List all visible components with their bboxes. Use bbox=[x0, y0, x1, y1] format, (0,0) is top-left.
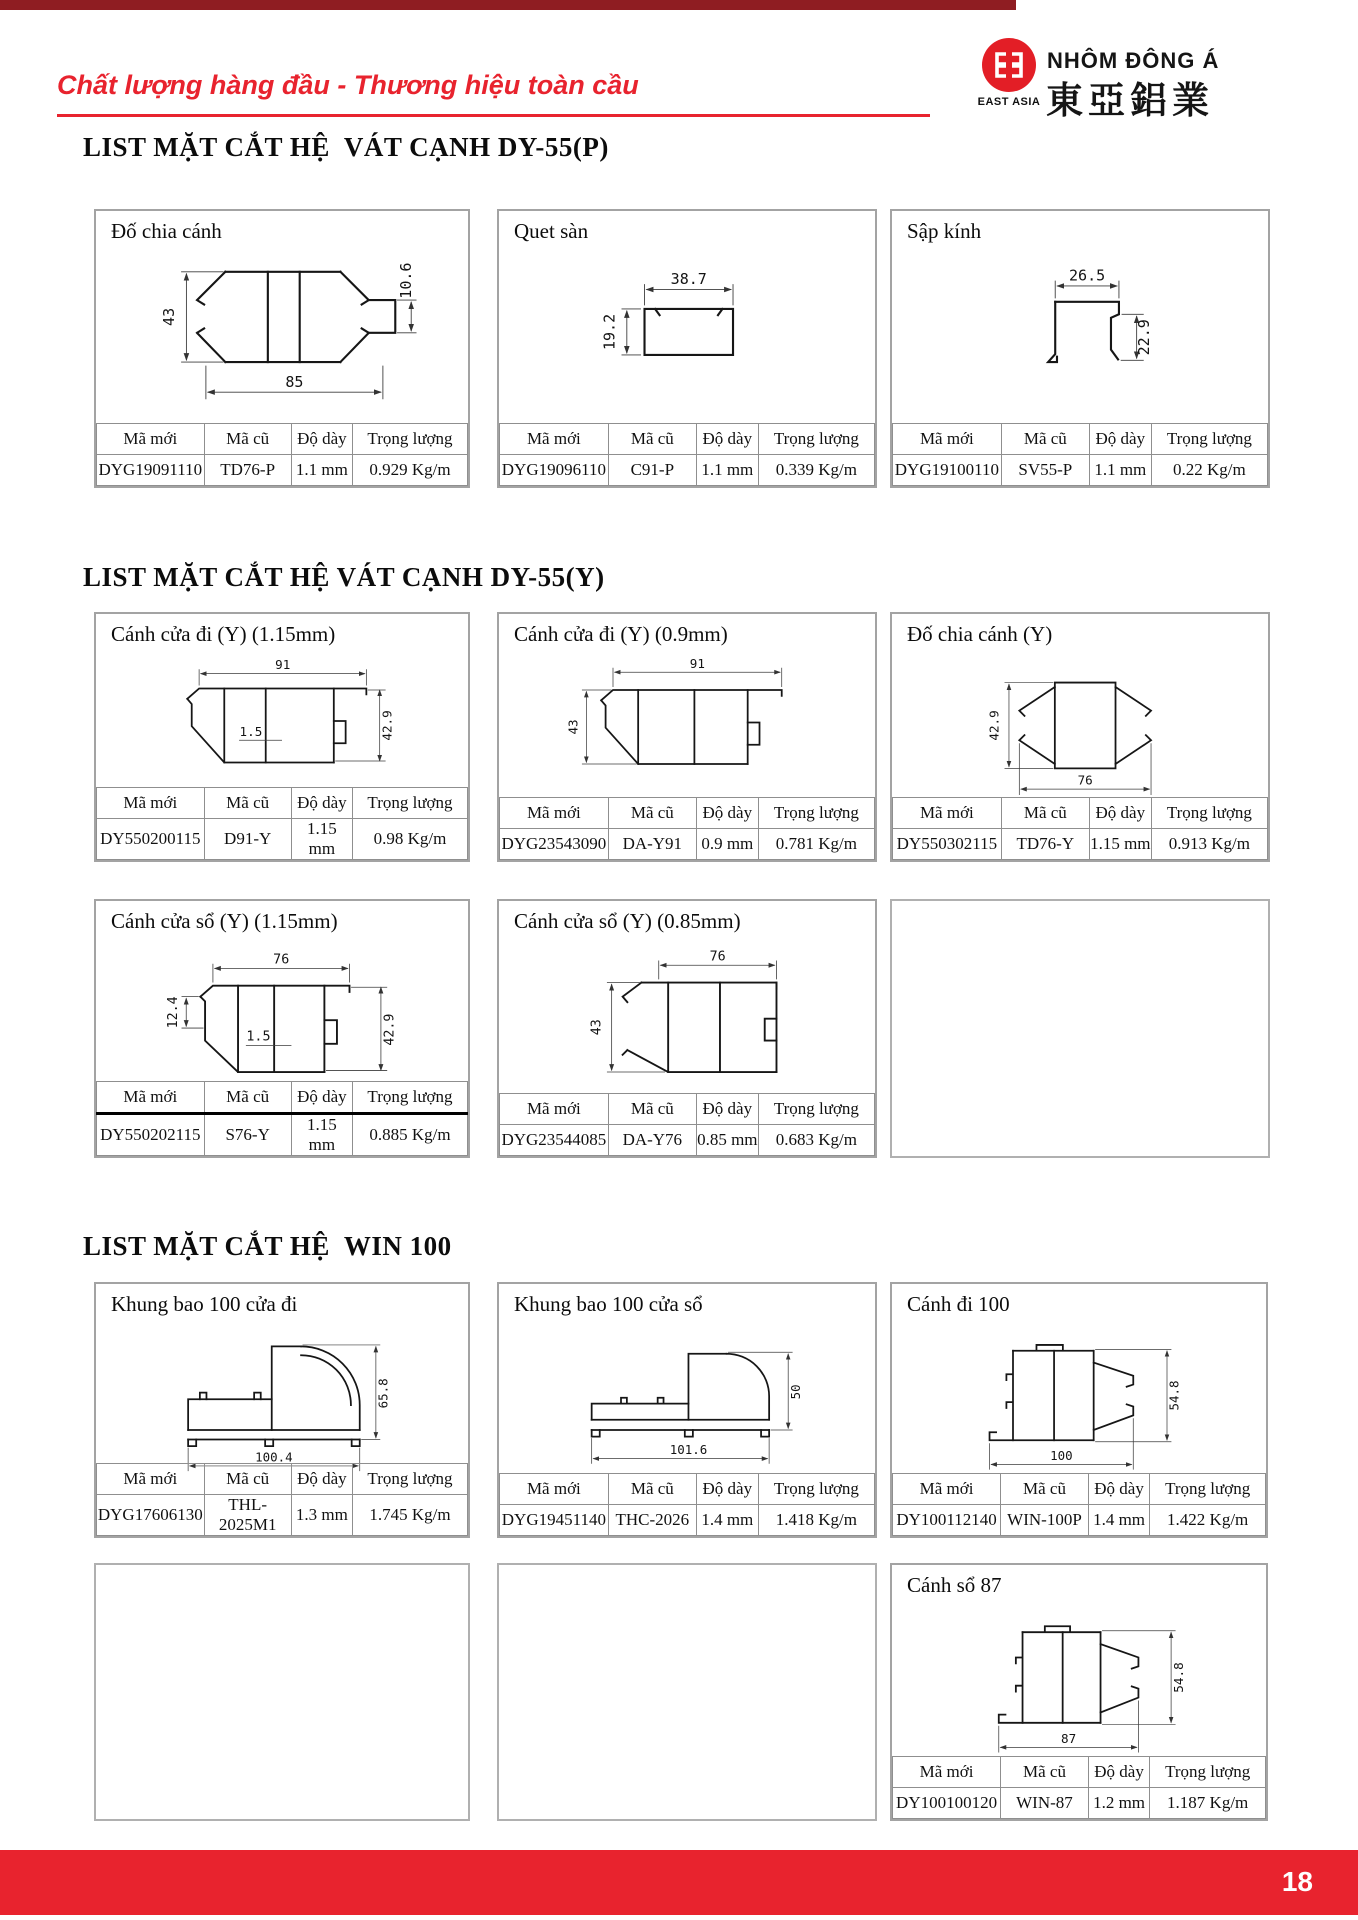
col-header: Độ dày bbox=[291, 1082, 352, 1114]
dim-label: 1.5 bbox=[246, 1029, 271, 1045]
spec-value: WIN-87 bbox=[1001, 1788, 1089, 1819]
spec-table bbox=[96, 787, 468, 860]
card-title: Cánh sổ 87 bbox=[907, 1573, 1002, 1597]
col-header: Trọng lượng bbox=[1150, 1474, 1266, 1505]
spec-value: TD76-P bbox=[204, 455, 291, 486]
profile-card bbox=[497, 209, 877, 488]
col-header: Trọng lượng bbox=[352, 1082, 467, 1114]
col-header: Mã cũ bbox=[204, 424, 291, 455]
spec-value: DY550202115 bbox=[97, 1114, 205, 1156]
spec-value: 0.683 Kg/m bbox=[758, 1125, 874, 1156]
spec-table bbox=[499, 1473, 875, 1536]
page-number: 18 bbox=[1281, 1866, 1313, 1897]
dim-label: 42.9 bbox=[986, 710, 1002, 741]
col-header: Trọng lượng bbox=[1151, 424, 1267, 455]
col-header: Mã cũ bbox=[204, 1082, 291, 1114]
profile-card bbox=[890, 1563, 1268, 1821]
dim-label: 76 bbox=[1077, 772, 1093, 788]
spec-value: 1.187 Kg/m bbox=[1150, 1788, 1266, 1819]
spec-value: 1.3 mm bbox=[291, 1495, 352, 1536]
dim-label: 54.8 bbox=[1171, 1662, 1186, 1693]
empty-card bbox=[94, 1563, 470, 1821]
spec-value: S76-Y bbox=[204, 1114, 291, 1156]
card-title: Cánh cửa đi (Y) (0.9mm) bbox=[514, 622, 728, 646]
col-header: Mã cũ bbox=[608, 798, 696, 829]
east-asia-logo-icon bbox=[982, 38, 1036, 92]
profile-diagram bbox=[96, 650, 468, 798]
dim-label: 43 bbox=[160, 307, 179, 326]
spec-value: 1.15 mm bbox=[291, 1114, 352, 1156]
spec-value: 0.781 Kg/m bbox=[758, 829, 874, 860]
spec-value: 1.1 mm bbox=[696, 455, 758, 486]
spec-value: C91-P bbox=[608, 455, 696, 486]
col-header: Độ dày bbox=[291, 1464, 352, 1495]
profile-diagram bbox=[499, 937, 875, 1094]
spec-table bbox=[892, 1473, 1266, 1536]
dim-label: 26.5 bbox=[1068, 266, 1106, 285]
spec-value: DY100100120 bbox=[893, 1788, 1001, 1819]
card-title: Cánh đi 100 bbox=[907, 1292, 1010, 1316]
profile-diagram bbox=[499, 247, 875, 424]
spec-table bbox=[892, 797, 1268, 860]
dim-label: 91 bbox=[275, 657, 291, 673]
section-title-dy55y: LIST MẶT CẮT HỆ VÁT CẠNH DY-55(Y) bbox=[83, 562, 605, 592]
spec-value: DA-Y76 bbox=[608, 1125, 696, 1156]
col-header: Độ dày bbox=[291, 788, 352, 819]
card-title: Đố chia cánh bbox=[111, 219, 222, 243]
spec-table bbox=[499, 1093, 875, 1156]
col-header: Mã cũ bbox=[204, 788, 291, 819]
col-header: Độ dày bbox=[696, 798, 758, 829]
card-title: Khung bao 100 cửa sổ bbox=[514, 1292, 703, 1316]
spec-value: DYG23543090 bbox=[500, 829, 609, 860]
profile-diagram bbox=[96, 1320, 468, 1474]
spec-value: 0.339 Kg/m bbox=[758, 455, 874, 486]
spec-value: SV55-P bbox=[1001, 455, 1089, 486]
col-header: Mã mới bbox=[97, 424, 205, 455]
spec-table bbox=[499, 797, 875, 860]
spec-value: 0.885 Kg/m bbox=[352, 1114, 467, 1156]
col-header: Trọng lượng bbox=[1151, 798, 1267, 829]
spec-value: THL-2025M1 bbox=[204, 1495, 291, 1536]
spec-value: D91-Y bbox=[204, 819, 291, 860]
spec-value: 0.22 Kg/m bbox=[1151, 455, 1267, 486]
dim-label: 65.8 bbox=[375, 1378, 391, 1409]
col-header: Mã cũ bbox=[608, 1474, 696, 1505]
spec-value: 0.913 Kg/m bbox=[1151, 829, 1267, 860]
profile-diagram bbox=[96, 247, 468, 424]
spec-value: DA-Y91 bbox=[608, 829, 696, 860]
spec-value: THC-2026 bbox=[608, 1505, 696, 1536]
spec-value: TD76-Y bbox=[1001, 829, 1089, 860]
dim-label: 1.5 bbox=[239, 723, 263, 739]
profile-diagram bbox=[892, 1320, 1266, 1474]
col-header: Độ dày bbox=[1088, 1757, 1150, 1788]
card-title: Cánh cửa sổ (Y) (1.15mm) bbox=[111, 909, 338, 933]
dim-label: 10.6 bbox=[397, 262, 416, 299]
col-header: Mã cũ bbox=[1001, 1757, 1089, 1788]
spec-value: 1.2 mm bbox=[1088, 1788, 1150, 1819]
card-title: Khung bao 100 cửa đi bbox=[111, 1292, 298, 1316]
slogan-underline bbox=[57, 114, 930, 117]
col-header: Trọng lượng bbox=[758, 1094, 874, 1125]
card-title: Sập kính bbox=[907, 219, 982, 243]
dim-label: 76 bbox=[709, 949, 726, 965]
profile-card bbox=[94, 209, 470, 488]
profile-card bbox=[890, 209, 1270, 488]
dim-label: 91 bbox=[689, 655, 705, 671]
spec-value: DYG17606130 bbox=[97, 1495, 205, 1536]
spec-table bbox=[96, 1463, 468, 1536]
profile-card bbox=[890, 1282, 1268, 1538]
spec-value: DYG19451140 bbox=[500, 1505, 609, 1536]
col-header: Mã mới bbox=[893, 1757, 1001, 1788]
col-header: Trọng lượng bbox=[1150, 1757, 1266, 1788]
card-title: Đố chia cánh (Y) bbox=[907, 622, 1053, 646]
profile-card bbox=[94, 1282, 470, 1538]
spec-value: DY100112140 bbox=[893, 1505, 1001, 1536]
spec-value: 1.745 Kg/m bbox=[352, 1495, 467, 1536]
col-header: Mã mới bbox=[893, 1474, 1001, 1505]
logo-badge: EAST ASIA bbox=[977, 96, 1041, 108]
spec-value: 1.15 mm bbox=[1089, 829, 1151, 860]
spec-table bbox=[96, 1081, 468, 1156]
dim-label: 42.9 bbox=[379, 710, 395, 741]
profile-diagram bbox=[892, 1601, 1266, 1757]
brand-name-cn: 東亞鋁業 bbox=[1046, 79, 1214, 122]
col-header: Độ dày bbox=[696, 424, 758, 455]
profile-card bbox=[497, 899, 877, 1158]
profile-card bbox=[94, 899, 470, 1158]
dim-label: 101.6 bbox=[669, 1442, 708, 1458]
col-header: Trọng lượng bbox=[352, 424, 467, 455]
col-header: Trọng lượng bbox=[758, 1474, 874, 1505]
col-header: Trọng lượng bbox=[758, 798, 874, 829]
col-header: Trọng lượng bbox=[352, 788, 467, 819]
footer-bar bbox=[0, 1850, 1358, 1915]
spec-value: 0.9 mm bbox=[696, 829, 758, 860]
profile-diagram bbox=[892, 650, 1268, 798]
dim-label: 12.4 bbox=[165, 996, 181, 1029]
spec-value: DYG19096110 bbox=[500, 455, 609, 486]
spec-value: 1.4 mm bbox=[696, 1505, 758, 1536]
dim-label: 54.8 bbox=[1166, 1380, 1182, 1411]
slogan: Chất lượng hàng đầu - Thương hiệu toàn cầu bbox=[57, 70, 639, 100]
brand-name-vi: NHÔM ĐÔNG Á bbox=[1047, 48, 1220, 73]
col-header: Trọng lượng bbox=[352, 1464, 467, 1495]
col-header: Mã cũ bbox=[1001, 1474, 1089, 1505]
profile-diagram bbox=[499, 650, 875, 798]
spec-value: 1.1 mm bbox=[1089, 455, 1151, 486]
col-header: Mã mới bbox=[893, 424, 1002, 455]
col-header: Mã mới bbox=[500, 1474, 609, 1505]
col-header: Mã mới bbox=[97, 1082, 205, 1114]
spec-value: DYG23544085 bbox=[500, 1125, 609, 1156]
col-header: Mã mới bbox=[500, 798, 609, 829]
col-header: Trọng lượng bbox=[758, 424, 874, 455]
profile-diagram bbox=[96, 937, 468, 1094]
spec-value: 0.85 mm bbox=[696, 1125, 758, 1156]
dim-label: 87 bbox=[1061, 1730, 1077, 1746]
spec-value: DY550200115 bbox=[97, 819, 205, 860]
spec-value: DYG19100110 bbox=[893, 455, 1002, 486]
dim-label: 22.9 bbox=[1135, 319, 1154, 356]
card-title: Quet sàn bbox=[514, 219, 589, 243]
col-header: Mã mới bbox=[97, 788, 205, 819]
col-header: Mã cũ bbox=[1001, 798, 1089, 829]
col-header: Độ dày bbox=[1089, 798, 1151, 829]
section-title-dy55p: LIST MẶT CẮT HỆ VÁT CẠNH DY-55(P) bbox=[83, 132, 609, 162]
col-header: Mã mới bbox=[893, 798, 1002, 829]
dim-label: 43 bbox=[565, 719, 581, 735]
dim-label: 38.7 bbox=[670, 270, 707, 289]
col-header: Mã cũ bbox=[1001, 424, 1089, 455]
col-header: Độ dày bbox=[696, 1474, 758, 1505]
spec-value: DYG19091110 bbox=[97, 455, 205, 486]
section-title-win100: LIST MẶT CẮT HỆ WIN 100 bbox=[83, 1231, 452, 1261]
profile-card bbox=[497, 612, 877, 862]
col-header: Mã mới bbox=[500, 424, 609, 455]
spec-value: WIN-100P bbox=[1001, 1505, 1089, 1536]
spec-value: 1.4 mm bbox=[1088, 1505, 1150, 1536]
profile-diagram bbox=[892, 247, 1268, 424]
spec-table bbox=[892, 1756, 1266, 1819]
profile-card bbox=[890, 612, 1270, 862]
card-title: Cánh cửa đi (Y) (1.15mm) bbox=[111, 622, 336, 646]
col-header: Độ dày bbox=[1088, 1474, 1150, 1505]
spec-table bbox=[499, 423, 875, 486]
dim-label: 76 bbox=[273, 952, 290, 968]
card-title: Cánh cửa sổ (Y) (0.85mm) bbox=[514, 909, 741, 933]
col-header: Mã cũ bbox=[608, 1094, 696, 1125]
dim-label: 19.2 bbox=[600, 313, 619, 351]
spec-value: 1.422 Kg/m bbox=[1150, 1505, 1266, 1536]
col-header: Độ dày bbox=[1089, 424, 1151, 455]
empty-card bbox=[890, 899, 1270, 1158]
profile-diagram bbox=[499, 1320, 875, 1474]
spec-value: 1.15 mm bbox=[291, 819, 352, 860]
dim-label: 85 bbox=[285, 372, 304, 391]
spec-value: 1.418 Kg/m bbox=[758, 1505, 874, 1536]
col-header: Mã mới bbox=[500, 1094, 609, 1125]
col-header: Mã cũ bbox=[204, 1464, 291, 1495]
dim-label: 43 bbox=[589, 1019, 605, 1036]
col-header: Độ dày bbox=[291, 424, 352, 455]
dim-label: 100.4 bbox=[255, 1449, 293, 1465]
spec-value: 0.98 Kg/m bbox=[352, 819, 467, 860]
dim-label: 42.9 bbox=[382, 1013, 398, 1046]
col-header: Độ dày bbox=[696, 1094, 758, 1125]
spec-value: 0.929 Kg/m bbox=[352, 455, 467, 486]
spec-table bbox=[96, 423, 468, 486]
col-header: Mã mới bbox=[97, 1464, 205, 1495]
profile-card bbox=[94, 612, 470, 862]
profile-card bbox=[497, 1282, 877, 1538]
spec-value: 1.1 mm bbox=[291, 455, 352, 486]
spec-value: DY550302115 bbox=[893, 829, 1002, 860]
spec-table bbox=[892, 423, 1268, 486]
col-header: Mã cũ bbox=[608, 424, 696, 455]
empty-card bbox=[497, 1563, 877, 1821]
dim-label: 100 bbox=[1050, 1448, 1073, 1464]
top-accent-bar bbox=[0, 0, 1016, 10]
dim-label: 50 bbox=[787, 1384, 803, 1400]
